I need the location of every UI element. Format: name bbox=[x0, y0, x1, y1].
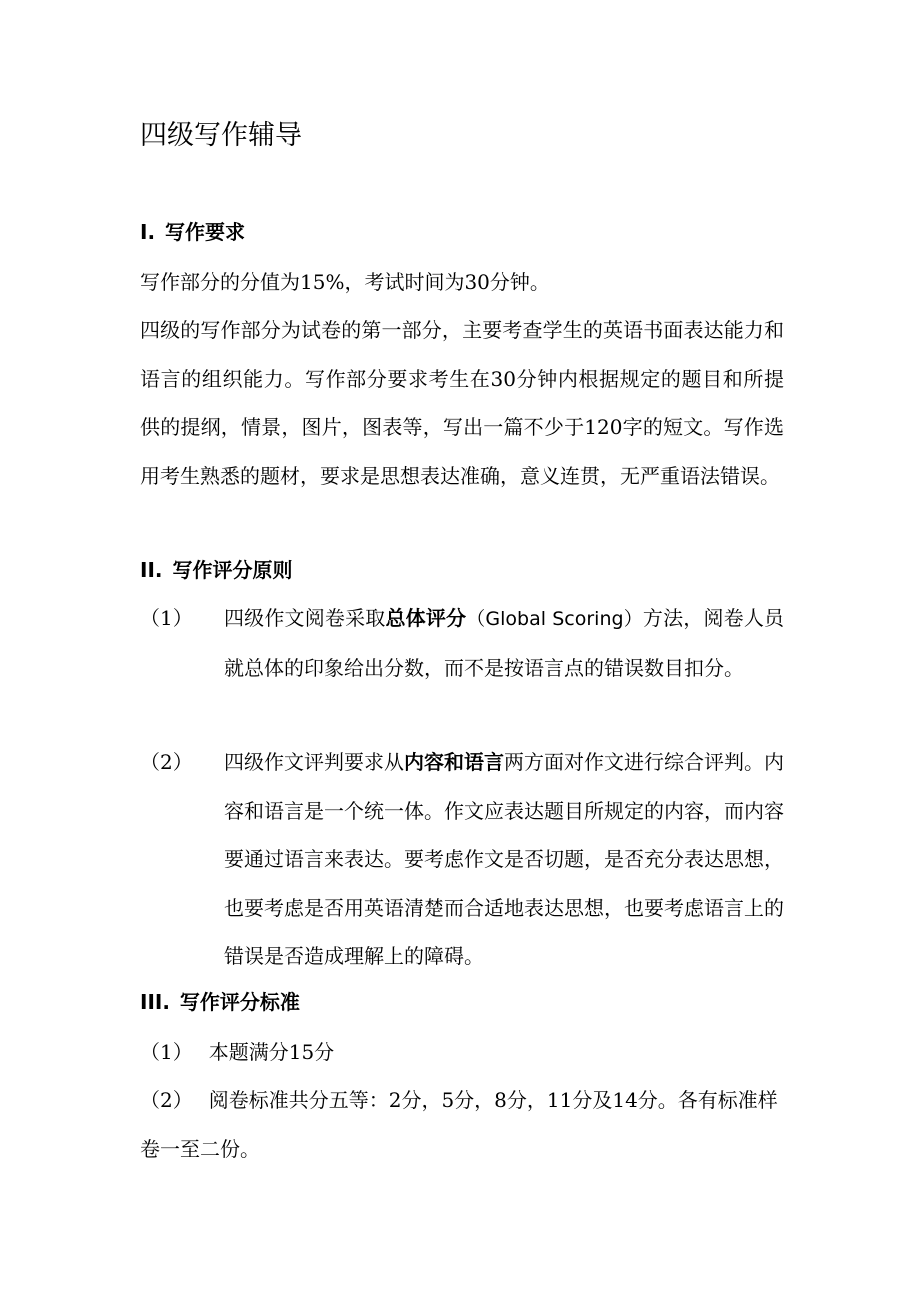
section-number: I. bbox=[140, 220, 156, 244]
bold-text: 内容和语言 bbox=[404, 750, 504, 774]
list-item-text: 本题满分15分 bbox=[208, 1040, 335, 1064]
section-number: II. bbox=[140, 558, 163, 582]
text-segment: 四级作文阅卷采取 bbox=[224, 606, 386, 630]
section-heading-requirements bbox=[140, 216, 245, 248]
list-item-text bbox=[224, 594, 784, 692]
document-title: 四级写作辅导 bbox=[140, 120, 302, 151]
list-marker: （2） bbox=[140, 750, 193, 774]
text-segment: 四级作文评判要求从 bbox=[224, 750, 404, 774]
section-title: 写作评分原则 bbox=[172, 558, 293, 582]
text-segment: 两方面对作文进行综合评判。内容和语言是一个统一体。作文应表达题目所规定的内容，而内容要通过语言来表达。要考虑作文是否切题，是否充分表达思想，也要考虑是否用英语清楚而合适地表达思想，也要考虑语言上的错误是否造成理解上的障碍。 bbox=[224, 750, 784, 968]
paragraph-description: 四级的写作部分为试卷的第一部分，主要考查学生的英语书面表达能力和语言的组织能力。写作部分要求考生在30分钟内根据规定的题目和所提供的提纲，情景，图片，图表等，写出一篇不少于120字的短文。写作选用考生熟悉的题材，要求是思想表达准确，意义连贯，无严重语法错误。 bbox=[140, 318, 784, 488]
paragraph-score-time: 写作部分的分值为15%，考试时间为30分钟。 bbox=[140, 270, 550, 294]
bold-text: 总体评分 bbox=[385, 606, 467, 630]
text-segment-english: （Global Scoring） bbox=[466, 608, 643, 630]
section-title: 写作评分标准 bbox=[179, 990, 300, 1014]
list-item-grade-levels bbox=[140, 1076, 784, 1173]
section-title: 写作要求 bbox=[165, 220, 246, 244]
list-marker: （1） bbox=[140, 606, 193, 630]
section-heading-standards bbox=[140, 986, 300, 1018]
list-marker: （2） bbox=[140, 1088, 193, 1112]
list-item-full-score bbox=[140, 1028, 784, 1077]
section-number: III. bbox=[140, 990, 170, 1014]
list-item-text: 阅卷标准共分五等：2分，5分，8分，11分及14分。各有标准样卷一至二份。 bbox=[140, 1088, 778, 1161]
section-heading-principles bbox=[140, 554, 292, 586]
list-marker: （1） bbox=[140, 1040, 193, 1064]
text-segment: 方法，阅卷人员就总体的印象给出分数，而不是按语言点的错误数目扣分。 bbox=[224, 606, 785, 680]
list-item-text bbox=[224, 738, 784, 981]
